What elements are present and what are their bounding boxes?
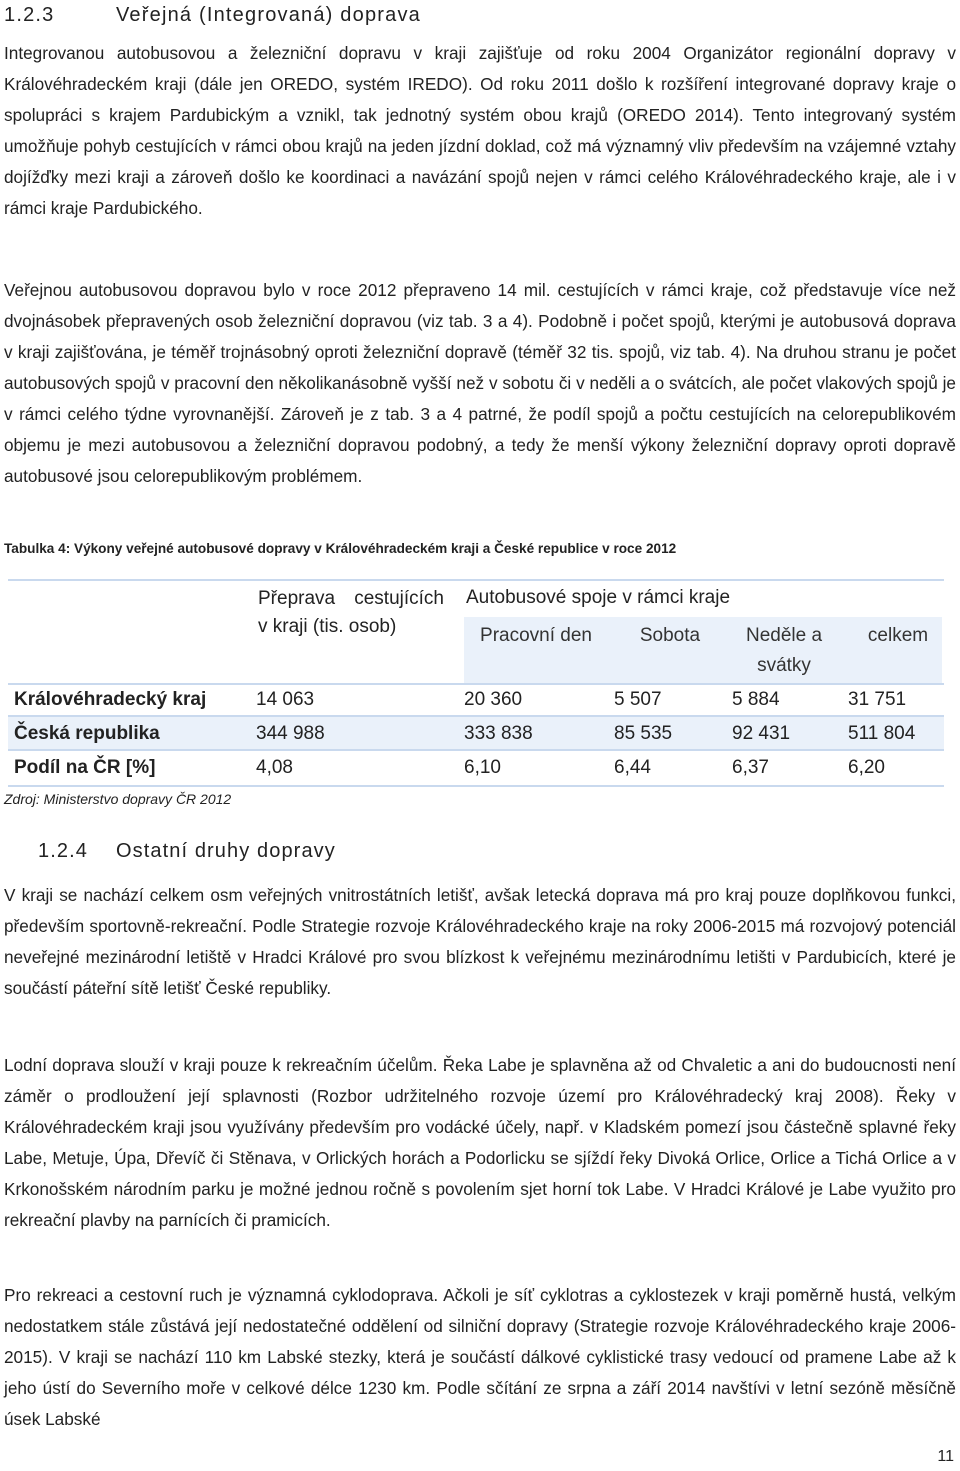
subheader-total: celkem xyxy=(867,625,929,646)
row-label: Královéhradecký kraj xyxy=(14,689,207,710)
cell-saturday: 85 535 xyxy=(614,723,673,744)
table-row xyxy=(8,683,944,715)
table-header-passengers-label: Přeprava cestujících v kraji (tis. osob) xyxy=(258,588,444,637)
page-number: 11 xyxy=(937,1448,954,1465)
table-header-group xyxy=(464,581,942,683)
section-title: Ostatní druhy dopravy xyxy=(116,840,336,862)
table-row xyxy=(8,751,944,783)
subheader-workday: Pracovní den xyxy=(480,625,592,646)
cell-sunday: 5 884 xyxy=(732,689,780,710)
cell-sunday: 92 431 xyxy=(732,723,791,744)
table-caption: Tabulka 4: Výkony veřejné autobusové dopravy v Královéhradeckém kraji a České republice v roce 2012 xyxy=(4,541,677,556)
paragraph-integrated-transport: Integrovanou autobusovou a železniční dopravu v kraji zajišťuje od roku 2004 Organizátor regionální dopravy v Královéhradeckém kraji (dále jen OREDO, systém IREDO). Od roku 2011 došlo k rozšíření integrované dopravy kraje o spolupráci s krajem Pardubickým a vznikl, tak jednotný systém obou krajů (OREDO 2014). Tento integrovaný systém umožňuje pohyb cestujících v rámci obou krajů na jeden jízdní doklad, což má významný vliv především na vzájemné vztahy dojížďky mezi kraji a zároveň došlo ke koordinaci a navázání spojů nejen v rámci celého Královéhradeckého kraje, ale i v rámci kraje Pardubického. xyxy=(4,43,956,218)
table-row xyxy=(8,717,944,749)
table-bottom-rule xyxy=(8,785,944,787)
cell-workday: 20 360 xyxy=(464,689,523,710)
cell-passengers: 344 988 xyxy=(256,723,325,744)
subheader-saturday: Sobota xyxy=(639,625,701,646)
cell-total: 511 804 xyxy=(848,723,916,744)
paragraph-cycling: Pro rekreaci a cestovní ruch je významná cyklodoprava. Ačkoli je síť cyklotras a cyklostezek v kraji poměrně hustá, velkým nedostatkem stále zůstává její nedostatečné oddělení od silniční dopravy (Strategie rozvoje Královéhradeckého kraje 2006-2015). V kraji se nachází 110 km Labské stezky, která je součástí dálkové cyklistické trasy vedoucí od pramene Labe až k jeho ústí do Severního moře v celkové délce 1230 km. Podle sčítání ze srpna a září 2014 navštívi v letní sezóně měsíčně úsek Labské xyxy=(4,1285,956,1429)
table-subheader-row xyxy=(464,617,942,683)
section-number: 1.2.3 xyxy=(4,4,55,26)
performance-table xyxy=(8,579,944,789)
paragraph-water-transport: Lodní doprava slouží v kraji pouze k rekreačním účelům. Řeka Labe je splavněna až od Chvaletic a ani do budoucnosti není záměr o prodloužení její splavnosti (Rozbor udržitelného rozvoje území pro Královéhradecký kraj 2008). Řeky v Královéhradeckém kraji jsou využívány především pro vodácké účely, např. v Kladském pomezí jsou částečně splavné řeky Labe, Metuje, Úpa, Dřevíč či Stěnava, v Orlických horách a Podorlicku se sjíždí řeky Divoká Orlice, Orlice a Tichá Orlice a v Krkonošském národním parku je možné jednou ročně s povolením sjet horní tok Labe. V Hradci Králové je Labe využito pro rekreační plavby na parnících či pramicích. xyxy=(4,1055,956,1230)
section-heading-1-2-3 xyxy=(4,0,421,30)
subheader-sunday-holidays: Neděle a svátky xyxy=(745,625,823,676)
cell-saturday: 5 507 xyxy=(614,689,662,710)
section-heading-1-2-4 xyxy=(38,836,336,866)
cell-workday: 333 838 xyxy=(464,723,533,744)
section-number: 1.2.4 xyxy=(38,840,88,862)
paragraph-bus-transport: Veřejnou autobusovou dopravou bylo v roce 2012 přepraveno 14 mil. cestujících v rámci kraje, což představuje více než dvojnásobek přepravených osob železniční dopravou (viz tab. 3 a 4). Podobně i počet spojů, kterými je autobusová doprava v kraji zajišťována, je téměř trojnásobný oproti železniční dopravě (téměř 32 tis. spojů, viz tab. 4). Na druhou stranu je počet autobusových spojů v pracovní den několikanásobně vyšší než v sobotu či v neděli a o svátcích, ale počet vlakových spojů je v rámci celého týdne vyrovnanější. Zároveň je z tab. 3 a 4 patrné, že podíl spojů a počtu cestujících na celorepublikovém objemu je mezi autobusovou a železniční dopravou podobný, a tedy že menší výkony železniční dopravy oproti dopravě autobusové jsou celorepublikovým problémem. xyxy=(4,280,956,486)
section-title: Veřejná (Integrovaná) doprava xyxy=(116,4,421,26)
cell-passengers: 4,08 xyxy=(256,757,293,778)
cell-sunday: 6,37 xyxy=(732,757,769,778)
cell-saturday: 6,44 xyxy=(614,757,651,778)
cell-passengers: 14 063 xyxy=(256,689,315,710)
table-header-passengers xyxy=(256,581,454,683)
table-source: Zdroj: Ministerstvo dopravy ČR 2012 xyxy=(4,791,232,807)
table-group-title: Autobusové spoje v rámci kraje xyxy=(466,587,731,608)
cell-total: 6,20 xyxy=(848,757,885,778)
cell-total: 31 751 xyxy=(848,689,907,710)
row-label: Česká republika xyxy=(14,723,160,744)
paragraph-air-transport: V kraji se nachází celkem osm veřejných vnitrostátních letišť, avšak letecká doprava má pro kraj pouze doplňkovou funkci, především sportovně-rekreační. Podle Strategie rozvoje Královéhradeckého kraje na roky 2006-2015 má rozvojový potenciál neveřejné mezinárodní letiště v Hradci Králové pro svou blízkost k veřejnému mezinárodnímu letišti v Pardubicích, které je součástí páteřní sítě letišť České republiky. xyxy=(4,885,956,998)
cell-workday: 6,10 xyxy=(464,757,501,778)
row-label: Podíl na ČR [%] xyxy=(14,757,156,778)
